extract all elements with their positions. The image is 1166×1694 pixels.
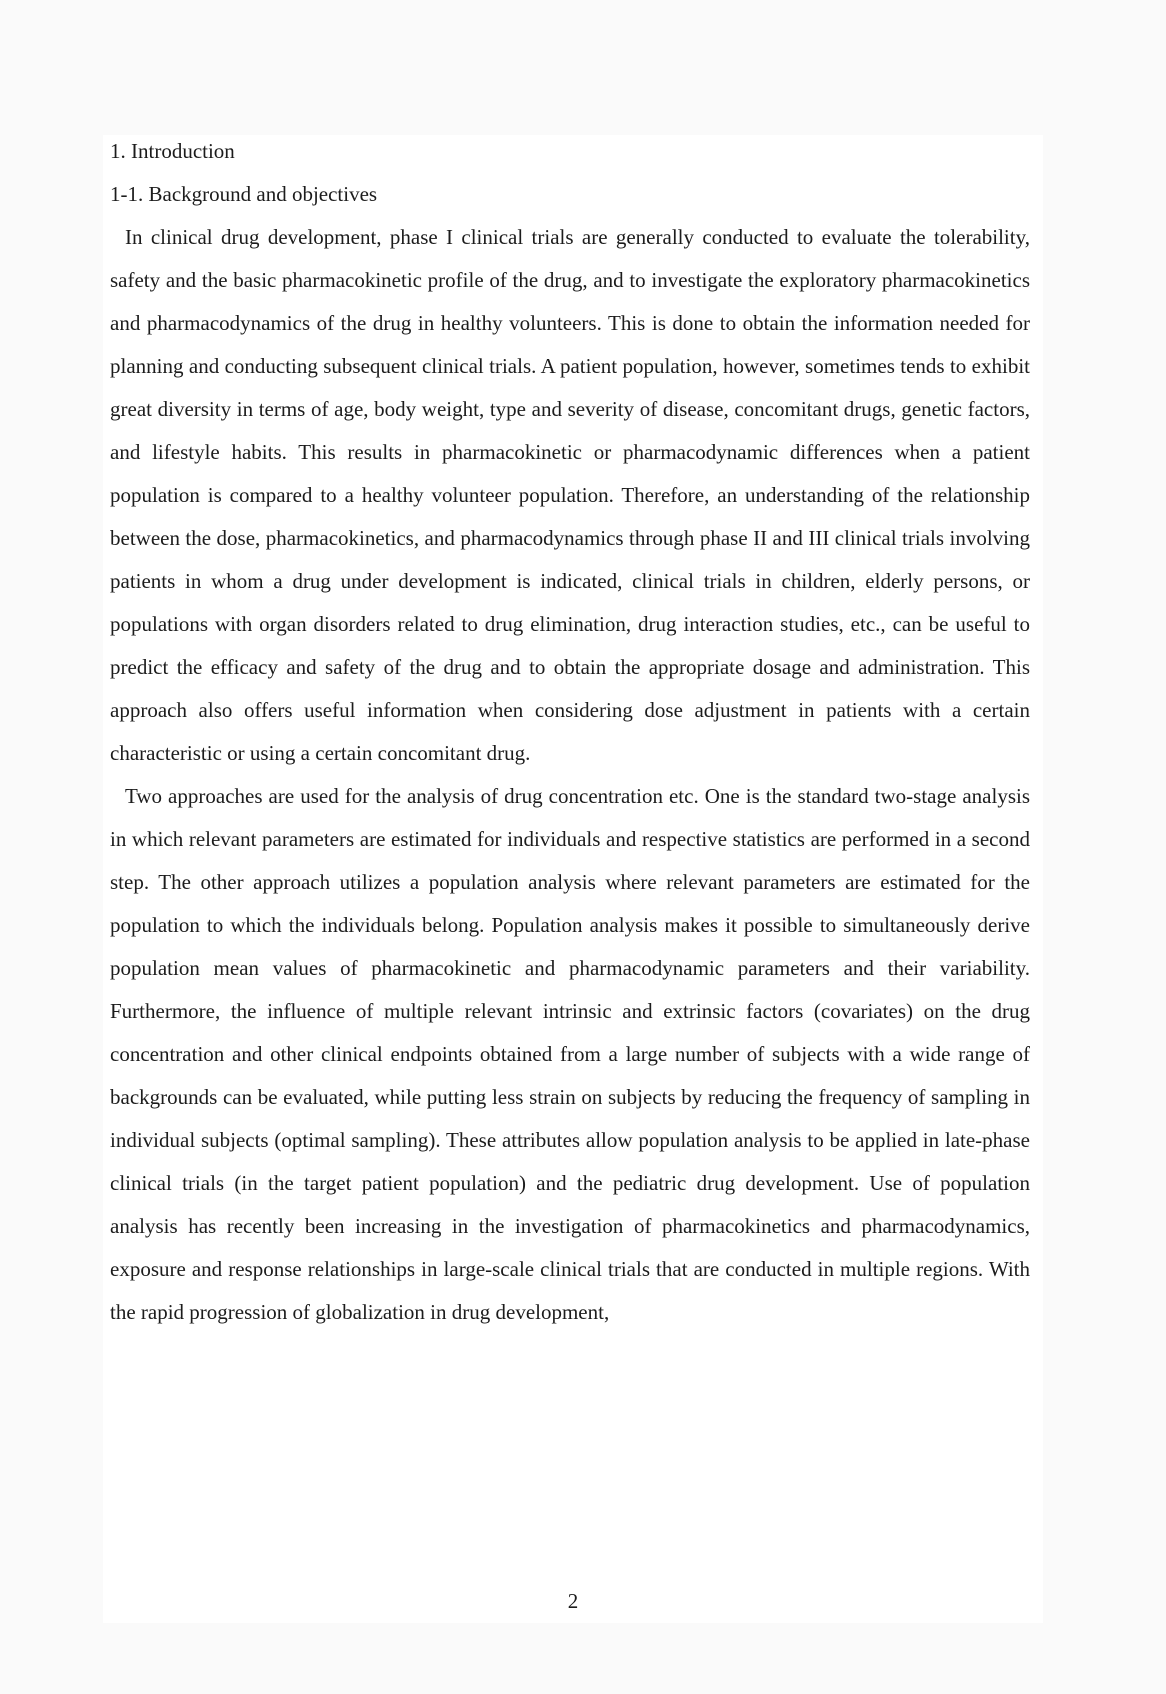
section-heading: 1. Introduction: [110, 139, 235, 163]
text-column: [110, 130, 1030, 1334]
document-page: [103, 135, 1043, 1623]
page-number: 2: [567, 1589, 579, 1613]
subsection-heading: 1-1. Background and objectives: [110, 182, 378, 206]
paragraph-background: In clinical drug development, phase I clinical trials are generally conducted to evaluate the tolerability, safety and the basic pharmacokinetic profile of the drug, and to investigate the exploratory pharmacokinetics and pharmacodynamics of the drug in healthy volunteers. This is done to obtain the information needed for planning and conducting subsequent clinical trials. A patient population, however, sometimes tends to exhibit great diversity in terms of age, body weight, type and severity of disease, concomitant drugs, genetic factors, and lifestyle habits. This results in pharmacokinetic or pharmacodynamic differences when a patient population is compared to a healthy volunteer population. Therefore, an understanding of the relationship between the dose, pharmacokinetics, and pharmacodynamics through phase II and III clinical trials involving patients in whom a drug under development is indicated, clinical trials in children, elderly persons, or populations with organ disorders related to drug elimination, drug interaction studies, etc., can be useful to predict the efficacy and safety of the drug and to obtain the appropriate dosage and administration. This approach also offers useful information when considering dose adjustment in patients with a certain characteristic or using a certain concomitant drug.: [110, 225, 1030, 765]
paragraph-two-approaches: Two approaches are used for the analysis of drug concentration etc. One is the standard two-stage analysis in which relevant parameters are estimated for individuals and respective statistics are performed in a second step. The other approach utilizes a population analysis where relevant parameters are estimated for the population to which the individuals belong. Population analysis makes it possible to simultaneously derive population mean values of pharmacokinetic and pharmacodynamic parameters and their variability. Furthermore, the influence of multiple relevant intrinsic and extrinsic factors (covariates) on the drug concentration and other clinical endpoints obtained from a large number of subjects with a wide range of backgrounds can be evaluated, while putting less strain on subjects by reducing the frequency of sampling in individual subjects (optimal sampling). These attributes allow population analysis to be applied in late-phase clinical trials (in the target patient population) and the pediatric drug development. Use of population analysis has recently been increasing in the investigation of pharmacokinetics and pharmacodynamics, exposure and response relationships in large-scale clinical trials that are conducted in multiple regions. With the rapid progression of globalization in drug development,: [110, 784, 1030, 1324]
